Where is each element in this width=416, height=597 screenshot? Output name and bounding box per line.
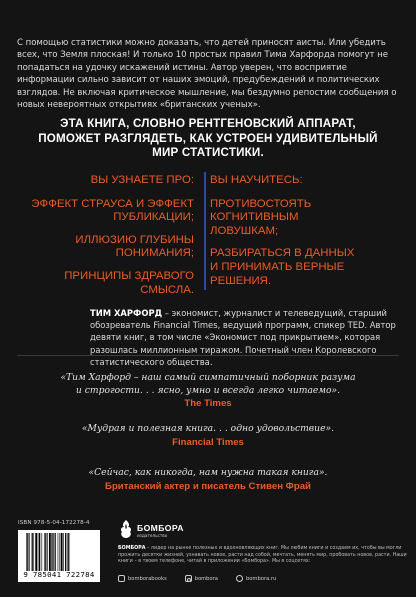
barcode-bar [58, 533, 59, 571]
barcode-bar [38, 533, 39, 571]
headline-line-2: ПОМОЖЕТ РАЗГЛЯДЕТЬ, КАК УСТРОЕН УДИВИТЕЛЬНЫЙ [38, 131, 378, 145]
skills-item-line: РАЗБИРАТЬСЯ В ДАННЫХ [210, 247, 355, 260]
barcode-bar [65, 533, 66, 571]
publisher-note-text: – лидер на рынке полезных и вдохновляющих книг. Мы любим книги и создаем их, чтобы вы могли прожить десятки жизней, узнавать новое, расти над собой, мечтать, менять мир, пробовать новое, расти. Наши книги – в твоем телефоне, читай в приложении «Бомбора». Мы в соцсетях: [118, 546, 407, 564]
barcode-bar [44, 533, 45, 571]
barcode-bar [53, 533, 54, 571]
quote-line: «Тим Харфорд – наш самый симпатичный поборник разума [60, 372, 356, 383]
barcode-bar [33, 533, 34, 571]
barcode-bar [61, 533, 63, 571]
author-bio [90, 307, 405, 368]
column-divider [204, 172, 206, 290]
social-link-vk[interactable] [118, 575, 167, 582]
barcode-bar [68, 533, 69, 571]
barcode-bar [55, 533, 56, 571]
instagram-icon [185, 575, 192, 582]
learn-item-line: ПУБЛИКАЦИИ; [113, 211, 194, 224]
barcode-bar [29, 533, 30, 571]
barcode-number: 9 785041 722784 [23, 570, 95, 579]
barcode-bar [26, 533, 27, 571]
headline-line-3: МИР СТАТИСТИКИ. [152, 146, 264, 159]
publisher-note-brand: БОМБОРА [118, 546, 146, 551]
globe-icon [236, 575, 243, 582]
learn-item-line: ЭФФЕКТ СТРАУСА И ЭФФЕКТ [31, 197, 194, 210]
barcode-bar [27, 533, 28, 571]
barcode-bars [26, 533, 94, 571]
learn-heading: ВЫ УЗНАЕТЕ ПРО: [90, 174, 194, 186]
learn-item [14, 234, 194, 261]
skills-item-line: РЕШЕНИЯ. [210, 274, 272, 287]
vk-icon [118, 575, 125, 582]
learn-column [14, 174, 194, 306]
skills-item [210, 247, 400, 288]
quote-source: Британский актер и писатель Стивен Фрай [105, 480, 311, 492]
quote [0, 372, 416, 410]
skills-item [210, 198, 400, 239]
intro-paragraph: С помощью статистики можно доказать, что детей приносят аисты. Или убедить всех, что Земля плоская! И только 10 простых правил Тима Харфорда помогут не попадаться на удочку искажений истины. Автор уверен, что восприятие информации сильно зависит от наших эмоций, предубеждений и политических взглядов. Не включая критическое мышление, мы бездумно репостим сообщения о новых невероятных открытиях «британских ученых». [17, 38, 397, 111]
social-link-instagram[interactable] [185, 575, 218, 582]
publisher-note [118, 546, 408, 566]
learn-item-line: ИЛЛЮЗИЮ ГЛУБИНЫ [75, 233, 194, 246]
social-links [118, 575, 276, 582]
skills-item-line: И ПРИНИМАТЬ ВЕРНЫЕ [210, 260, 345, 273]
barcode-bar [63, 533, 64, 571]
learn-item-line: ПОНИМАНИЯ; [115, 247, 194, 260]
author-name: ТИМ ХАРФОРД [90, 308, 163, 318]
quote-source: Financial Times [172, 436, 244, 448]
skills-heading: ВЫ НАУЧИТЕСЬ: [210, 174, 303, 186]
bombora-logo-icon [118, 519, 134, 539]
headline [0, 117, 416, 161]
author-bio-text: – экономист, журналист и телеведущий, старший обозреватель Financial Times, ведущий программ, спикер TED. Автор девяти книг, в том числе «Экономист под прикрытием», которая разошлась миллионным тиражом. Почетный член Королевского статистического общества. [90, 308, 396, 367]
isbn-label: ISBN 978-5-04-172278-4 [18, 520, 90, 526]
social-handle: bombora.ru [245, 575, 277, 582]
learn-item [14, 198, 194, 225]
barcode-bar [67, 533, 68, 571]
social-handle: bomborabooks [128, 575, 167, 582]
skills-item-line: ЛОВУШКАМ; [210, 224, 279, 237]
barcode [18, 530, 100, 582]
barcode-bar [51, 533, 52, 571]
barcode-bar [32, 533, 33, 571]
publisher-name: БОМБОРА [137, 523, 184, 533]
publisher-subtitle: издательство [137, 533, 168, 538]
barcode-bar [35, 533, 37, 571]
quote-line: «Сейчас, как никогда, нам нужна такая книга». [88, 467, 328, 478]
social-handle: bombora [194, 575, 218, 582]
quote [0, 423, 416, 449]
learn-item [14, 270, 194, 297]
barcode-bar [45, 533, 46, 571]
quote [0, 467, 416, 493]
barcode-bar [49, 533, 51, 571]
barcode-bar [47, 533, 48, 571]
section-divider [17, 355, 399, 356]
learn-item-line: ПРИНЦИПЫ ЗДРАВОГО СМЫСЛА. [64, 269, 194, 296]
barcode-bar [39, 533, 40, 571]
barcode-bar [42, 533, 43, 571]
quote-line: и строгости. . . ясно, умно и всегда легко читаемо». [75, 384, 341, 396]
skills-item-line: ПРОТИВОСТОЯТЬ КОГНИТИВНЫМ [210, 197, 312, 224]
headline-line-1: ЭТА КНИГА, СЛОВНО РЕНТГЕНОВСКИЙ АППАРАТ, [60, 117, 356, 130]
barcode-bar [59, 533, 60, 571]
quote-source: The Times [184, 398, 232, 409]
skills-column [210, 174, 400, 297]
quote-line: «Мудрая и полезная книга. . . одно удовольствие». [81, 423, 335, 434]
social-link-website[interactable] [236, 575, 276, 582]
